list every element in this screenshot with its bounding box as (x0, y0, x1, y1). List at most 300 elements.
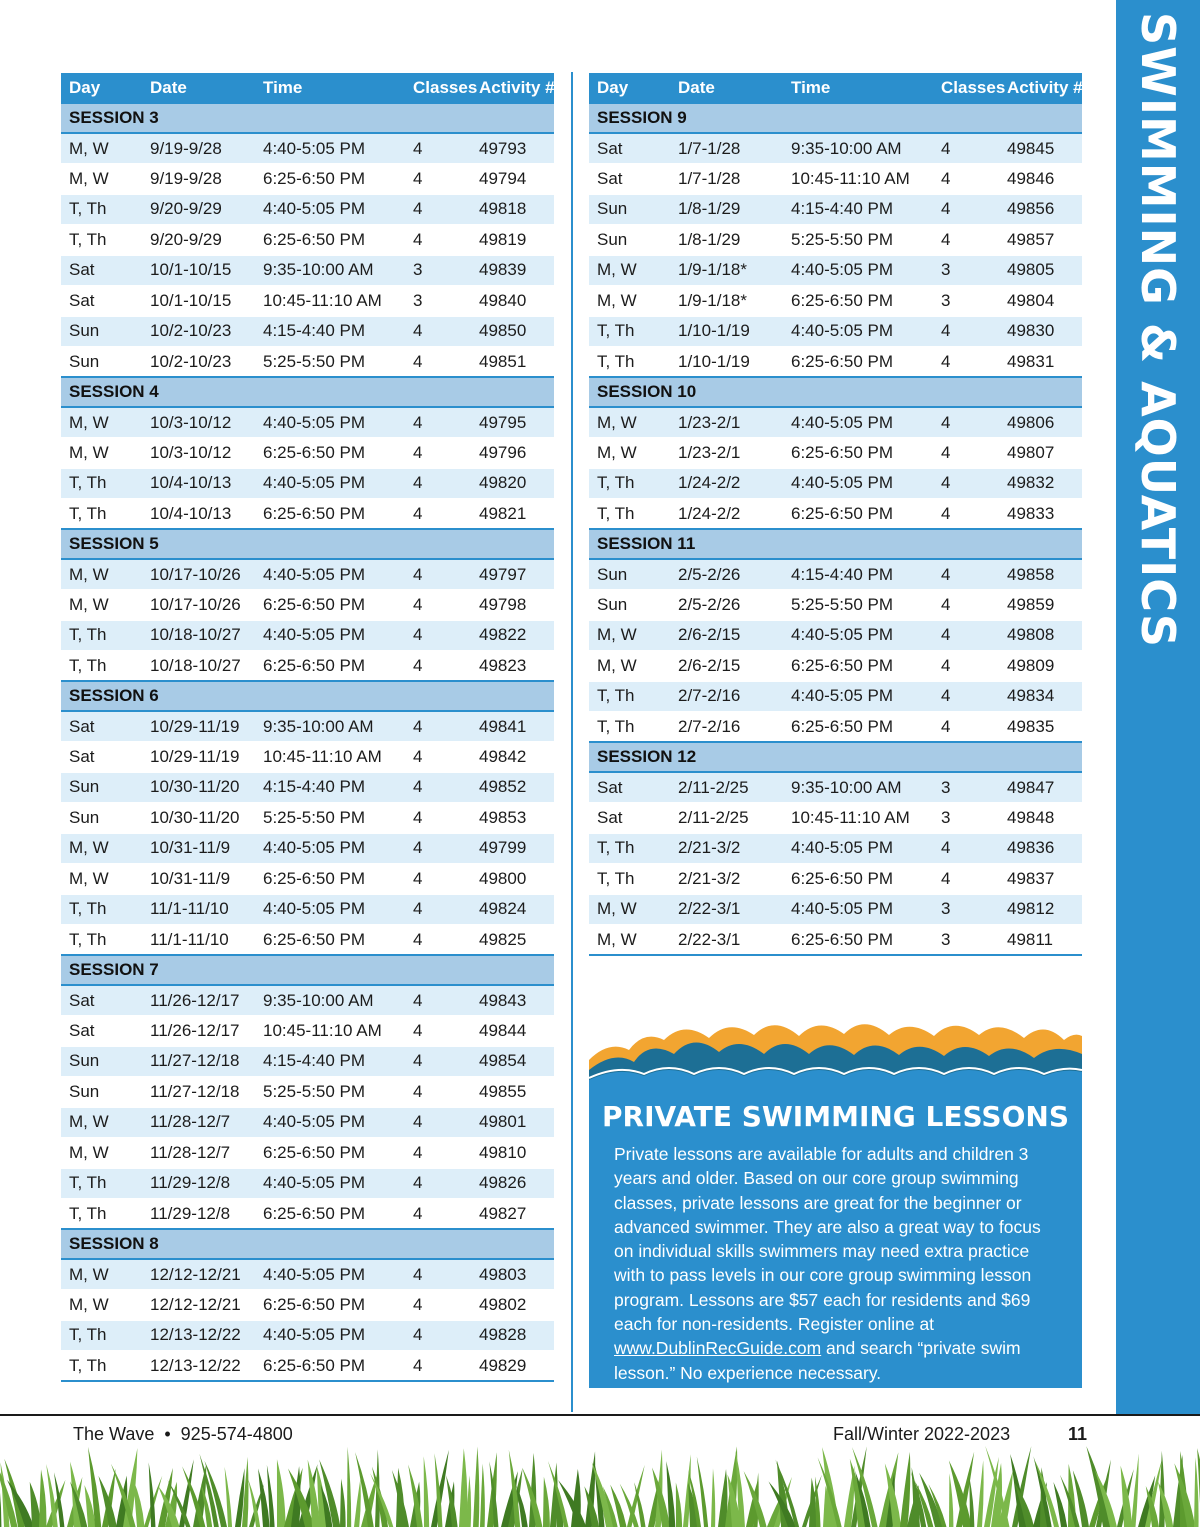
classes-cell: 4 (933, 347, 999, 378)
classes-cell: 4 (405, 742, 471, 773)
classes-cell: 4 (405, 1320, 471, 1351)
grass-blade (900, 1452, 910, 1527)
time-cell: 6:25-6:50 PM (255, 1199, 405, 1230)
activity-cell: 49807 (999, 438, 1082, 469)
date-cell: 12/12-12/21 (142, 1290, 255, 1321)
time-cell: 4:40-5:05 PM (255, 1107, 405, 1138)
day-cell: T, Th (61, 499, 142, 530)
day-cell: M, W (61, 1290, 142, 1321)
session-header (61, 377, 554, 407)
table-header-row (61, 73, 554, 103)
day-cell: T, Th (61, 1320, 142, 1351)
activity-cell: 49809 (999, 651, 1082, 682)
day-cell: T, Th (589, 316, 670, 347)
table-row (61, 1138, 554, 1169)
day-cell: M, W (589, 925, 670, 956)
date-cell: 1/7-1/28 (670, 164, 783, 195)
session-header (61, 103, 554, 133)
session-header (589, 103, 1082, 133)
promo-text (614, 1142, 1062, 1385)
classes-cell: 4 (405, 1259, 471, 1290)
activity-cell: 49841 (471, 711, 554, 742)
page-number: 11 (1068, 1424, 1088, 1444)
activity-cell: 49801 (471, 1107, 554, 1138)
time-cell: 4:40-5:05 PM (255, 620, 405, 651)
date-cell: 10/31-11/9 (142, 833, 255, 864)
day-cell: Sat (61, 255, 142, 286)
day-cell: M, W (61, 407, 142, 438)
time-cell: 5:25-5:50 PM (255, 803, 405, 834)
time-cell: 10:45-11:10 AM (255, 1016, 405, 1047)
header-date: Date (142, 73, 255, 103)
activity-cell: 49822 (471, 620, 554, 651)
classes-cell: 4 (405, 1107, 471, 1138)
grass-blade (473, 1447, 479, 1527)
side-tab-title: SWIMMING & AQUATICS (1131, 12, 1185, 648)
table-row (589, 803, 1082, 834)
time-cell: 4:40-5:05 PM (255, 133, 405, 164)
table-row (589, 255, 1082, 286)
table-row (589, 164, 1082, 195)
day-cell: T, Th (589, 833, 670, 864)
classes-cell: 4 (405, 1077, 471, 1108)
table-row (61, 1199, 554, 1230)
time-cell: 6:25-6:50 PM (255, 225, 405, 256)
date-cell: 10/2-10/23 (142, 316, 255, 347)
date-cell: 1/8-1/29 (670, 194, 783, 225)
day-cell: T, Th (61, 1168, 142, 1199)
day-cell: Sat (589, 772, 670, 803)
date-cell: 10/1-10/15 (142, 286, 255, 317)
activity-cell: 49808 (999, 620, 1082, 651)
date-cell: 11/27-12/18 (142, 1046, 255, 1077)
classes-cell: 4 (933, 316, 999, 347)
time-cell: 5:25-5:50 PM (783, 590, 933, 621)
date-cell: 2/21-3/2 (670, 833, 783, 864)
activity-cell: 49845 (999, 133, 1082, 164)
column-divider (571, 72, 573, 1412)
date-cell: 1/23-2/1 (670, 438, 783, 469)
table-row (589, 651, 1082, 682)
table-row (61, 1107, 554, 1138)
day-cell: M, W (589, 255, 670, 286)
day-cell: Sun (589, 194, 670, 225)
header-time: Time (783, 73, 933, 103)
date-cell: 2/6-2/15 (670, 620, 783, 651)
activity-cell: 49824 (471, 894, 554, 925)
activity-cell: 49834 (999, 681, 1082, 712)
activity-cell: 49819 (471, 225, 554, 256)
activity-cell: 49832 (999, 468, 1082, 499)
activity-cell: 49830 (999, 316, 1082, 347)
time-cell: 4:15-4:40 PM (783, 559, 933, 590)
date-cell: 11/26-12/17 (142, 1016, 255, 1047)
time-cell: 4:40-5:05 PM (255, 194, 405, 225)
day-cell: Sun (61, 1046, 142, 1077)
date-cell: 2/11-2/25 (670, 803, 783, 834)
day-cell: M, W (589, 620, 670, 651)
time-cell: 4:40-5:05 PM (255, 468, 405, 499)
classes-cell: 4 (405, 864, 471, 895)
day-cell: Sat (61, 286, 142, 317)
grass-blade (424, 1456, 429, 1527)
table-row (61, 985, 554, 1016)
date-cell: 10/31-11/9 (142, 864, 255, 895)
day-cell: Sun (61, 1077, 142, 1108)
time-cell: 6:25-6:50 PM (255, 1290, 405, 1321)
activity-cell: 49811 (999, 925, 1082, 956)
activity-cell: 49802 (471, 1290, 554, 1321)
activity-cell: 49812 (999, 894, 1082, 925)
date-cell: 9/20-9/29 (142, 225, 255, 256)
time-cell: 6:25-6:50 PM (783, 925, 933, 956)
date-cell: 9/19-9/28 (142, 133, 255, 164)
time-cell: 4:15-4:40 PM (783, 194, 933, 225)
session-header (61, 529, 554, 559)
classes-cell: 4 (405, 347, 471, 378)
table-row (61, 438, 554, 469)
activity-cell: 49828 (471, 1320, 554, 1351)
time-cell: 6:25-6:50 PM (783, 438, 933, 469)
day-cell: Sun (61, 347, 142, 378)
classes-cell: 4 (405, 559, 471, 590)
date-cell: 11/28-12/7 (142, 1107, 255, 1138)
day-cell: Sun (589, 590, 670, 621)
activity-cell: 49844 (471, 1016, 554, 1047)
date-cell: 11/29-12/8 (142, 1199, 255, 1230)
date-cell: 1/9-1/18* (670, 255, 783, 286)
day-cell: Sun (61, 803, 142, 834)
classes-cell: 4 (933, 194, 999, 225)
day-cell: T, Th (61, 651, 142, 682)
date-cell: 2/6-2/15 (670, 651, 783, 682)
date-cell: 2/22-3/1 (670, 894, 783, 925)
date-cell: 10/1-10/15 (142, 255, 255, 286)
activity-cell: 49806 (999, 407, 1082, 438)
promo-text-intro: Private lessons are available for adults and children 3 years and older. Based on our core group swimming classes, private lessons are great for the beginner or advanced swimmer. They are also a great way to focus on individual skills swimmers may need extra practice with to pass levels in our core group swimming lesson program. Lessons are $57 each for residents and $69 each for non-residents. Register online at (614, 1144, 1041, 1335)
classes-cell: 4 (405, 194, 471, 225)
time-cell: 6:25-6:50 PM (255, 590, 405, 621)
time-cell: 6:25-6:50 PM (783, 347, 933, 378)
day-cell: T, Th (589, 864, 670, 895)
header-activity: Activity # (999, 73, 1082, 103)
table-row (589, 225, 1082, 256)
classes-cell: 3 (405, 286, 471, 317)
grass-blade (949, 1473, 953, 1527)
activity-cell: 49856 (999, 194, 1082, 225)
date-cell: 10/30-11/20 (142, 803, 255, 834)
activity-cell: 49848 (999, 803, 1082, 834)
day-cell: M, W (61, 590, 142, 621)
table-row (61, 164, 554, 195)
time-cell: 4:40-5:05 PM (783, 407, 933, 438)
date-cell: 2/7-2/16 (670, 712, 783, 743)
table-row (61, 316, 554, 347)
schedule-table-left (61, 73, 554, 1382)
day-cell: Sat (61, 742, 142, 773)
activity-cell: 49823 (471, 651, 554, 682)
day-cell: Sat (61, 1016, 142, 1047)
classes-cell: 4 (405, 620, 471, 651)
classes-cell: 4 (933, 590, 999, 621)
activity-cell: 49843 (471, 985, 554, 1016)
grass-blade (809, 1477, 816, 1527)
day-cell: M, W (61, 1107, 142, 1138)
dublin-rec-guide-link[interactable]: www.DublinRecGuide.com (614, 1338, 822, 1359)
time-cell: 4:40-5:05 PM (783, 316, 933, 347)
table-row (61, 133, 554, 164)
session-title: SESSION 6 (61, 681, 554, 711)
time-cell: 5:25-5:50 PM (783, 225, 933, 256)
date-cell: 10/2-10/23 (142, 347, 255, 378)
time-cell: 6:25-6:50 PM (783, 864, 933, 895)
table-row (61, 1046, 554, 1077)
day-cell: T, Th (61, 468, 142, 499)
time-cell: 9:35-10:00 AM (783, 772, 933, 803)
activity-cell: 49853 (471, 803, 554, 834)
grass-blade (225, 1467, 232, 1527)
day-cell: Sat (61, 711, 142, 742)
date-cell: 2/5-2/26 (670, 590, 783, 621)
time-cell: 10:45-11:10 AM (783, 803, 933, 834)
activity-cell: 49833 (999, 499, 1082, 530)
time-cell: 4:40-5:05 PM (783, 894, 933, 925)
footer-rule (0, 1414, 1200, 1416)
date-cell: 10/29-11/19 (142, 711, 255, 742)
table-row (61, 255, 554, 286)
day-cell: M, W (589, 651, 670, 682)
activity-cell: 49804 (999, 286, 1082, 317)
grass-blade (277, 1459, 286, 1527)
activity-cell: 49851 (471, 347, 554, 378)
classes-cell: 4 (405, 590, 471, 621)
table-row (589, 499, 1082, 530)
time-cell: 4:40-5:05 PM (255, 894, 405, 925)
table-row (61, 225, 554, 256)
header-date: Date (670, 73, 783, 103)
classes-cell: 4 (405, 711, 471, 742)
table-row (61, 286, 554, 317)
time-cell: 6:25-6:50 PM (783, 712, 933, 743)
date-cell: 2/21-3/2 (670, 864, 783, 895)
session-header (61, 1229, 554, 1259)
activity-cell: 49795 (471, 407, 554, 438)
table-row (61, 347, 554, 378)
time-cell: 6:25-6:50 PM (255, 925, 405, 956)
activity-cell: 49831 (999, 347, 1082, 378)
date-cell: 11/29-12/8 (142, 1168, 255, 1199)
table-row (61, 620, 554, 651)
time-cell: 4:40-5:05 PM (255, 1168, 405, 1199)
table-row (61, 772, 554, 803)
date-cell: 9/19-9/28 (142, 164, 255, 195)
session-title: SESSION 3 (61, 103, 554, 133)
activity-cell: 49846 (999, 164, 1082, 195)
date-cell: 11/26-12/17 (142, 985, 255, 1016)
grass-blade (30, 1482, 41, 1527)
activity-cell: 49854 (471, 1046, 554, 1077)
activity-cell: 49859 (999, 590, 1082, 621)
activity-cell: 49839 (471, 255, 554, 286)
day-cell: T, Th (61, 1199, 142, 1230)
time-cell: 4:15-4:40 PM (255, 316, 405, 347)
table-row (589, 894, 1082, 925)
time-cell: 4:40-5:05 PM (255, 1320, 405, 1351)
day-cell: T, Th (61, 225, 142, 256)
date-cell: 10/3-10/12 (142, 407, 255, 438)
activity-cell: 49821 (471, 499, 554, 530)
activity-cell: 49793 (471, 133, 554, 164)
classes-cell: 4 (405, 1290, 471, 1321)
grass-blade (459, 1448, 467, 1527)
grass-blade (340, 1479, 346, 1527)
session-title: SESSION 4 (61, 377, 554, 407)
day-cell: M, W (589, 407, 670, 438)
classes-cell: 3 (405, 255, 471, 286)
classes-cell: 3 (933, 286, 999, 317)
table-row (61, 894, 554, 925)
activity-cell: 49850 (471, 316, 554, 347)
classes-cell: 4 (933, 468, 999, 499)
day-cell: T, Th (589, 499, 670, 530)
classes-cell: 4 (405, 803, 471, 834)
date-cell: 9/20-9/29 (142, 194, 255, 225)
session-title: SESSION 10 (589, 377, 1082, 407)
day-cell: T, Th (61, 194, 142, 225)
schedule-body-left (61, 103, 554, 1381)
classes-cell: 4 (405, 772, 471, 803)
day-cell: M, W (589, 894, 670, 925)
session-title: SESSION 12 (589, 742, 1082, 772)
day-cell: T, Th (589, 681, 670, 712)
day-cell: M, W (61, 1259, 142, 1290)
date-cell: 10/17-10/26 (142, 590, 255, 621)
grass-blade (347, 1447, 351, 1527)
table-row (589, 316, 1082, 347)
session-title: SESSION 5 (61, 529, 554, 559)
classes-cell: 4 (405, 651, 471, 682)
session-title: SESSION 8 (61, 1229, 554, 1259)
footer-season: Fall/Winter 2022-2023 (833, 1424, 1011, 1444)
classes-cell: 4 (933, 864, 999, 895)
activity-cell: 49852 (471, 772, 554, 803)
table-row (589, 347, 1082, 378)
classes-cell: 4 (933, 438, 999, 469)
classes-cell: 4 (933, 407, 999, 438)
table-row (589, 772, 1082, 803)
grass-blade (1194, 1457, 1199, 1527)
time-cell: 5:25-5:50 PM (255, 347, 405, 378)
table-row (61, 1259, 554, 1290)
classes-cell: 4 (405, 985, 471, 1016)
grass-blade (480, 1464, 485, 1527)
table-row (589, 407, 1082, 438)
time-cell: 4:40-5:05 PM (255, 407, 405, 438)
table-row (61, 407, 554, 438)
table-row (61, 1016, 554, 1047)
classes-cell: 4 (405, 1046, 471, 1077)
activity-cell: 49857 (999, 225, 1082, 256)
time-cell: 10:45-11:10 AM (255, 286, 405, 317)
date-cell: 11/1-11/10 (142, 894, 255, 925)
classes-cell: 4 (933, 651, 999, 682)
time-cell: 6:25-6:50 PM (255, 164, 405, 195)
time-cell: 6:25-6:50 PM (255, 864, 405, 895)
time-cell: 6:25-6:50 PM (783, 286, 933, 317)
grass-blade (133, 1478, 145, 1527)
table-row (61, 925, 554, 956)
classes-cell: 4 (933, 225, 999, 256)
table-row (589, 925, 1082, 956)
private-lessons-promo (589, 1010, 1082, 1388)
classes-cell: 4 (933, 833, 999, 864)
day-cell: T, Th (589, 468, 670, 499)
date-cell: 1/9-1/18* (670, 286, 783, 317)
date-cell: 1/23-2/1 (670, 407, 783, 438)
activity-cell: 49847 (999, 772, 1082, 803)
table-row (61, 194, 554, 225)
classes-cell: 4 (405, 1016, 471, 1047)
activity-cell: 49800 (471, 864, 554, 895)
date-cell: 2/5-2/26 (670, 559, 783, 590)
classes-cell: 4 (405, 1199, 471, 1230)
date-cell: 2/7-2/16 (670, 681, 783, 712)
date-cell: 12/13-12/22 (142, 1320, 255, 1351)
table-row (589, 559, 1082, 590)
classes-cell: 4 (405, 164, 471, 195)
table-row (61, 499, 554, 530)
table-row (589, 286, 1082, 317)
time-cell: 10:45-11:10 AM (783, 164, 933, 195)
header-activity: Activity # (471, 73, 554, 103)
grass-blade (39, 1469, 46, 1527)
table-row (61, 559, 554, 590)
time-cell: 6:25-6:50 PM (783, 651, 933, 682)
activity-cell: 49835 (999, 712, 1082, 743)
classes-cell: 4 (405, 468, 471, 499)
time-cell: 4:40-5:05 PM (783, 255, 933, 286)
day-cell: M, W (61, 164, 142, 195)
classes-cell: 4 (405, 1168, 471, 1199)
header-classes: Classes (933, 73, 999, 103)
day-cell: T, Th (589, 347, 670, 378)
classes-cell: 4 (405, 894, 471, 925)
classes-cell: 4 (405, 499, 471, 530)
time-cell: 10:45-11:10 AM (255, 742, 405, 773)
classes-cell: 4 (405, 833, 471, 864)
grass-blades (0, 1446, 1200, 1527)
table-row (589, 194, 1082, 225)
time-cell: 6:25-6:50 PM (255, 499, 405, 530)
session-header (589, 742, 1082, 772)
date-cell: 10/30-11/20 (142, 772, 255, 803)
day-cell: M, W (61, 133, 142, 164)
time-cell: 9:35-10:00 AM (255, 711, 405, 742)
header-day: Day (589, 73, 670, 103)
time-cell: 9:35-10:00 AM (255, 985, 405, 1016)
time-cell: 4:15-4:40 PM (255, 772, 405, 803)
activity-cell: 49796 (471, 438, 554, 469)
day-cell: Sun (61, 772, 142, 803)
table-row (61, 1168, 554, 1199)
promo-box (589, 1084, 1082, 1388)
date-cell: 10/4-10/13 (142, 499, 255, 530)
grass-illustration (0, 1445, 1200, 1527)
date-cell: 10/3-10/12 (142, 438, 255, 469)
session-title: SESSION 9 (589, 103, 1082, 133)
classes-cell: 4 (405, 438, 471, 469)
session-title: SESSION 7 (61, 955, 554, 985)
